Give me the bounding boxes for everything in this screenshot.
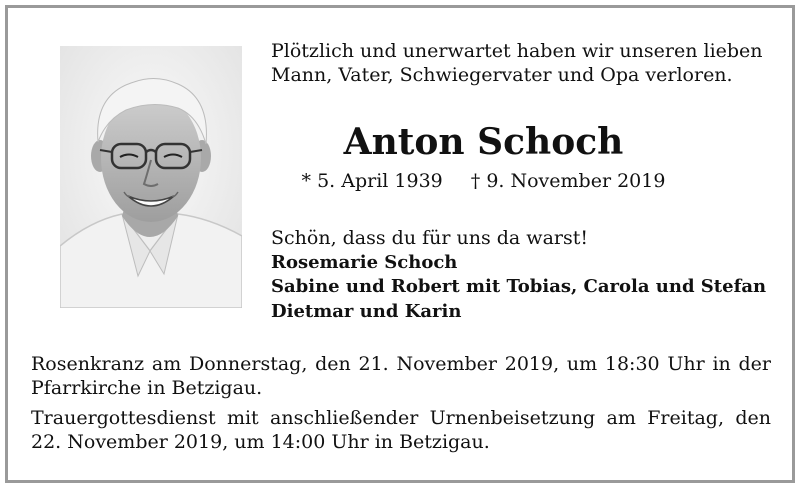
obituary-frame xyxy=(5,5,795,483)
life-dates xyxy=(271,169,696,193)
death-date: † 9. November 2019 xyxy=(470,170,666,192)
portrait-photo xyxy=(60,46,242,308)
funeral-service-notice: Trauergottesdienst mit anschließender Urnenbeisetzung am Freitag, den 22. November 2019, um 14:00 Uhr in Betzigau. xyxy=(31,407,771,453)
family-member: Rosemarie Schoch xyxy=(271,251,458,273)
intro-text xyxy=(271,39,771,87)
family-section xyxy=(271,226,791,324)
birth-date: * 5. April 1939 xyxy=(301,170,443,192)
deceased-name: Anton Schoch xyxy=(343,121,624,163)
thanks-line: Schön, dass du für uns da warst! xyxy=(271,227,588,249)
family-member: Dietmar und Karin xyxy=(271,300,462,322)
intro-line-2: Mann, Vater, Schwiegervater und Opa verloren. xyxy=(271,64,733,86)
family-member: Sabine und Robert mit Tobias, Carola und Stefan xyxy=(271,276,767,297)
service-notices xyxy=(31,352,771,460)
rosary-notice: Rosenkranz am Donnerstag, den 21. November 2019, um 18:30 Uhr in der Pfarrkirche in Betzigau. xyxy=(31,353,771,399)
intro-line-1: Plötzlich und unerwartet haben wir unseren lieben xyxy=(271,40,763,62)
